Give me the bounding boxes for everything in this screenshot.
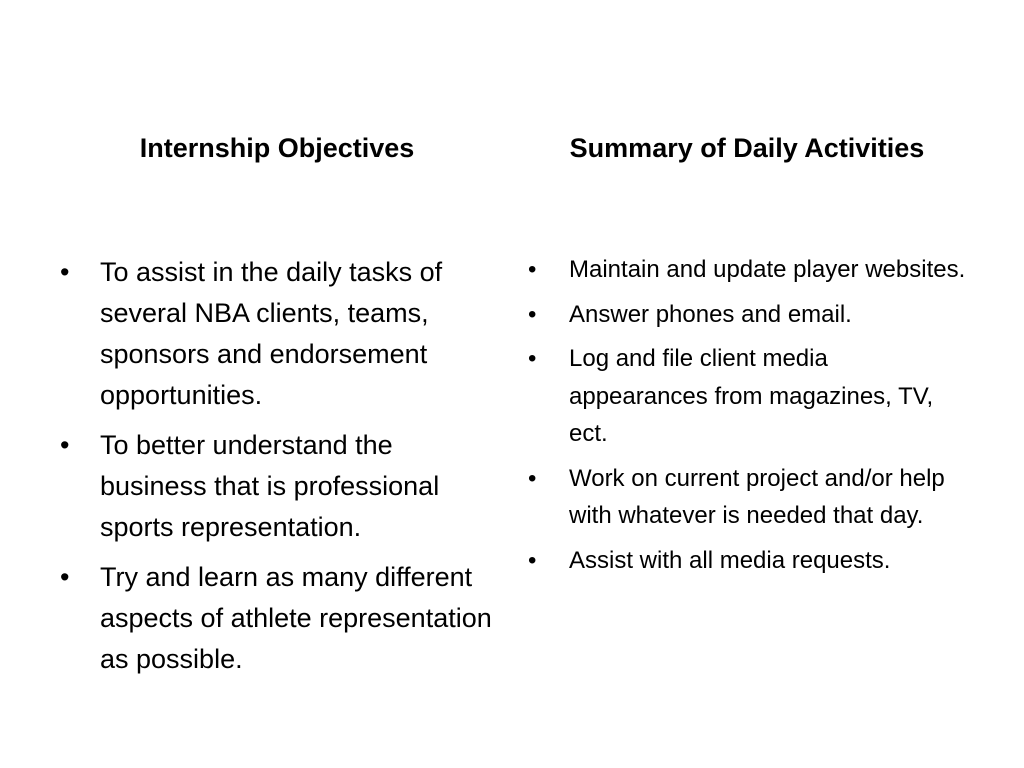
objective-text: To assist in the daily tasks of several NBA clients, teams, sponsors and endorsement opportunities.: [100, 257, 443, 410]
bullet-icon: •: [528, 546, 537, 574]
activity-text: Answer phones and email.: [569, 300, 852, 328]
bullet-icon: •: [60, 257, 70, 287]
list-item: [60, 252, 500, 416]
list-item: [60, 557, 500, 680]
list-item: [528, 340, 968, 453]
bullet-icon: •: [60, 430, 70, 460]
activities-list: [528, 251, 968, 586]
bullet-icon: •: [528, 464, 537, 492]
activity-text: Maintain and update player websites.: [569, 256, 966, 283]
objectives-list: [60, 252, 500, 689]
list-item: [528, 296, 968, 334]
list-item: [528, 251, 968, 289]
bullet-icon: •: [528, 256, 537, 283]
list-item: [528, 542, 968, 580]
activity-text: Work on current project and/or help with whatever is needed that day.: [569, 464, 945, 529]
list-item: [60, 425, 500, 548]
bullet-icon: •: [528, 300, 537, 328]
objective-text: Try and learn as many different aspects of athlete representation as possible.: [100, 562, 492, 674]
bullet-icon: •: [60, 562, 70, 592]
objective-text: To better understand the business that is professional sports representation.: [100, 430, 440, 542]
internship-objectives-heading: Internship Objectives: [139, 133, 415, 163]
list-item: [528, 460, 968, 535]
bullet-icon: •: [528, 345, 537, 372]
daily-activities-heading: Summary of Daily Activities: [569, 133, 925, 163]
activity-text: Log and file client media appearances from magazines, TV, ect.: [569, 345, 934, 447]
activity-text: Assist with all media requests.: [569, 546, 891, 574]
